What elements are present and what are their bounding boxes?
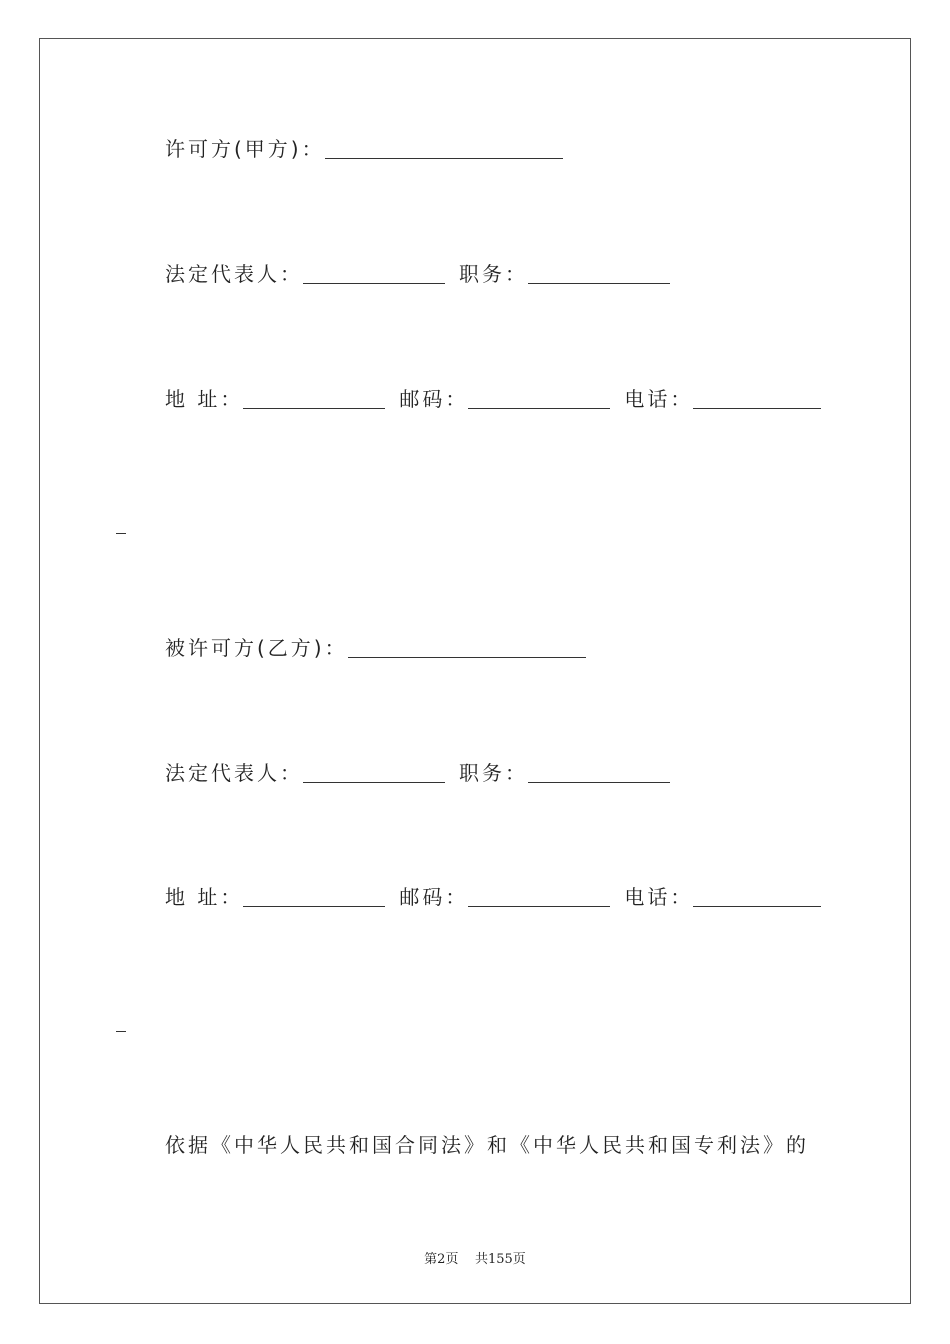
party-a-position-blank[interactable] (528, 265, 670, 284)
page-total: 共155页 (474, 1252, 526, 1267)
party-a-phone-label: 电话： (624, 387, 694, 411)
separator-dash (116, 533, 126, 534)
party-b-postcode-label: 邮码： (399, 885, 469, 909)
page-frame (39, 38, 911, 1304)
party-a-position-label: 职务： (459, 262, 528, 286)
page-number: 第2页 (424, 1252, 459, 1267)
party-b-position-label: 职务： (459, 761, 528, 785)
party-a-rep-label: 法定代表人： (165, 262, 303, 286)
party-a-rep-blank[interactable] (303, 265, 445, 284)
party-a-rep-line (165, 262, 670, 286)
page-footer (0, 1248, 950, 1267)
party-b-position-blank[interactable] (528, 764, 670, 783)
party-b-postcode-blank[interactable] (468, 888, 610, 907)
party-b-rep-line (165, 761, 670, 785)
party-b-address-blank[interactable] (243, 888, 385, 907)
party-a-address-blank[interactable] (243, 390, 385, 409)
party-b-address-line (165, 885, 821, 909)
party-a-name-blank[interactable] (325, 140, 563, 159)
party-a-address-line (165, 387, 821, 411)
party-b-address-label: 地 址： (165, 885, 244, 909)
body-paragraph (165, 1133, 809, 1157)
party-a-title-label: 许可方(甲方)： (165, 137, 325, 161)
party-b-phone-blank[interactable] (693, 888, 821, 907)
party-b-rep-label: 法定代表人： (165, 761, 303, 785)
party-a-postcode-label: 邮码： (399, 387, 469, 411)
party-a-title-line (165, 137, 563, 161)
party-b-rep-blank[interactable] (303, 764, 445, 783)
party-b-title-label: 被许可方(乙方)： (165, 636, 348, 660)
party-b-name-blank[interactable] (348, 639, 586, 658)
party-b-phone-label: 电话： (624, 885, 694, 909)
party-a-postcode-blank[interactable] (468, 390, 610, 409)
party-a-address-label: 地 址： (165, 387, 244, 411)
party-a-phone-blank[interactable] (693, 390, 821, 409)
body-text: 依据《中华人民共和国合同法》和《中华人民共和国专利法》的 (165, 1133, 809, 1157)
separator-dash (116, 1031, 126, 1032)
party-b-title-line (165, 636, 586, 660)
